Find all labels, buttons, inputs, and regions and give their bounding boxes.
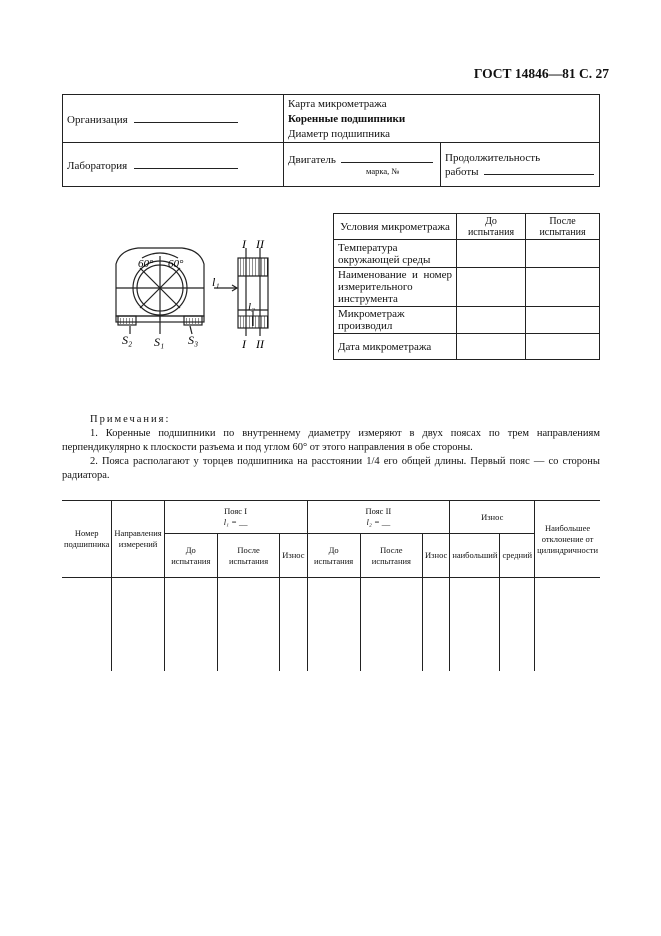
diameter-label: Диаметр подшипника (288, 128, 391, 140)
belt2-title: Пояс II (365, 506, 392, 516)
card-title-cell (284, 95, 600, 143)
conditions-row-label: Температура окружающей среды (334, 240, 457, 268)
laboratory-field[interactable] (134, 158, 238, 169)
table-cell[interactable] (62, 578, 112, 672)
after-header: После испытания (526, 214, 600, 240)
conditions-after-cell[interactable] (526, 268, 600, 307)
card-title: Карта микрометража (288, 98, 387, 110)
conditions-row-label: Дата микрометража (334, 334, 457, 360)
l2-label: l₂ (248, 301, 255, 313)
angle-right-label: 60° (168, 258, 184, 270)
note-1: 1. Коренные подшипники по внутреннему диаметру измеряют в двух поясах по трем направлениям перпендикулярно к плоскости разъема и под углом 60° от этого направления в обе стороны. (62, 428, 600, 453)
table-cell[interactable] (280, 578, 307, 672)
belt1-title: Пояс I (224, 506, 248, 516)
belt1-before-header: До испытания (164, 534, 217, 578)
s1-label: S₁ (154, 335, 165, 349)
engine-field[interactable] (341, 152, 433, 163)
engine-cell (284, 143, 441, 187)
belt1-header (164, 501, 307, 534)
notes-heading: Примечания: (90, 414, 171, 425)
max-deviation-header: Наибольшее отклонение от цилиндричности (535, 501, 600, 578)
card-subtitle: Коренные подшипники (288, 113, 406, 125)
table-cell[interactable] (423, 578, 450, 672)
belt2-formula: l₂ = __ (366, 517, 391, 527)
belt-I-top-label: I (242, 237, 246, 251)
laboratory-label: Лаборатория (67, 159, 128, 172)
l1-label: l₁ (212, 275, 220, 289)
duration-label-2: работы (445, 165, 479, 178)
duration-cell (441, 143, 600, 187)
table-cell[interactable] (307, 578, 360, 672)
duration-label-1: Продолжительность (445, 151, 541, 164)
bearing-figure (108, 236, 278, 352)
wear-largest-header: наибольший (450, 534, 500, 578)
table-cell[interactable] (217, 578, 279, 672)
conditions-after-cell[interactable] (526, 240, 600, 268)
belt-I-bottom-label: I (242, 337, 246, 351)
laboratory-cell (63, 143, 284, 187)
wear-header: Износ (450, 501, 535, 534)
table-cell[interactable] (164, 578, 217, 672)
direction-header: Направления измерений (112, 501, 164, 578)
measurement-table (62, 500, 600, 671)
bearing-no-header: Номер подшипника (62, 501, 112, 578)
conditions-before-cell[interactable] (457, 268, 526, 307)
belt2-header (307, 501, 450, 534)
conditions-row-label: Микрометраж производил (334, 307, 457, 334)
belt1-wear-header: Износ (280, 534, 307, 578)
wear-average-header: средний (500, 534, 535, 578)
document-reference: ГОСТ 14846—81 С. 27 (473, 66, 609, 81)
conditions-table (333, 213, 600, 360)
table-cell[interactable] (450, 578, 500, 672)
organization-field[interactable] (134, 112, 238, 123)
belt2-wear-header: Износ (423, 534, 450, 578)
angle-left-label: 60° (138, 258, 154, 270)
table-cell[interactable] (360, 578, 422, 672)
organization-label: Организация (67, 113, 128, 126)
s2-label: S₂ (122, 333, 133, 347)
conditions-row (334, 240, 600, 268)
conditions-before-cell[interactable] (457, 240, 526, 268)
conditions-row (334, 268, 600, 307)
conditions-before-cell[interactable] (457, 334, 526, 360)
belt2-after-header: После испытания (360, 534, 422, 578)
conditions-row-label: Наименование и номер измерительного инструмента (334, 268, 457, 307)
conditions-after-cell[interactable] (526, 307, 600, 334)
table-cell[interactable] (535, 578, 600, 672)
belt1-formula: l₁ = __ (223, 517, 248, 527)
engine-label: Двигатель (288, 154, 336, 166)
s3-label: S₃ (188, 333, 199, 347)
engine-sublabel: марка, № (366, 166, 400, 176)
belt1-after-header: После испытания (217, 534, 279, 578)
conditions-row (334, 307, 600, 334)
form-header-table (62, 94, 600, 187)
conditions-after-cell[interactable] (526, 334, 600, 360)
duration-field[interactable] (484, 164, 594, 175)
belt-II-bottom-label: II (256, 337, 264, 351)
before-header: До испытания (457, 214, 526, 240)
belt2-before-header: До испытания (307, 534, 360, 578)
conditions-before-cell[interactable] (457, 307, 526, 334)
table-cell[interactable] (500, 578, 535, 672)
belt-II-top-label: II (256, 237, 264, 251)
organization-cell (63, 95, 284, 143)
note-2: 2. Пояса располагают у торцев подшипника на расстоянии 1/4 его общей длины. Первый пояс — со стороны радиатора. (62, 456, 600, 481)
table-row (62, 578, 600, 672)
conditions-header: Условия микрометража (334, 214, 457, 240)
table-cell[interactable] (112, 578, 164, 672)
notes-section (62, 413, 600, 483)
conditions-row (334, 334, 600, 360)
